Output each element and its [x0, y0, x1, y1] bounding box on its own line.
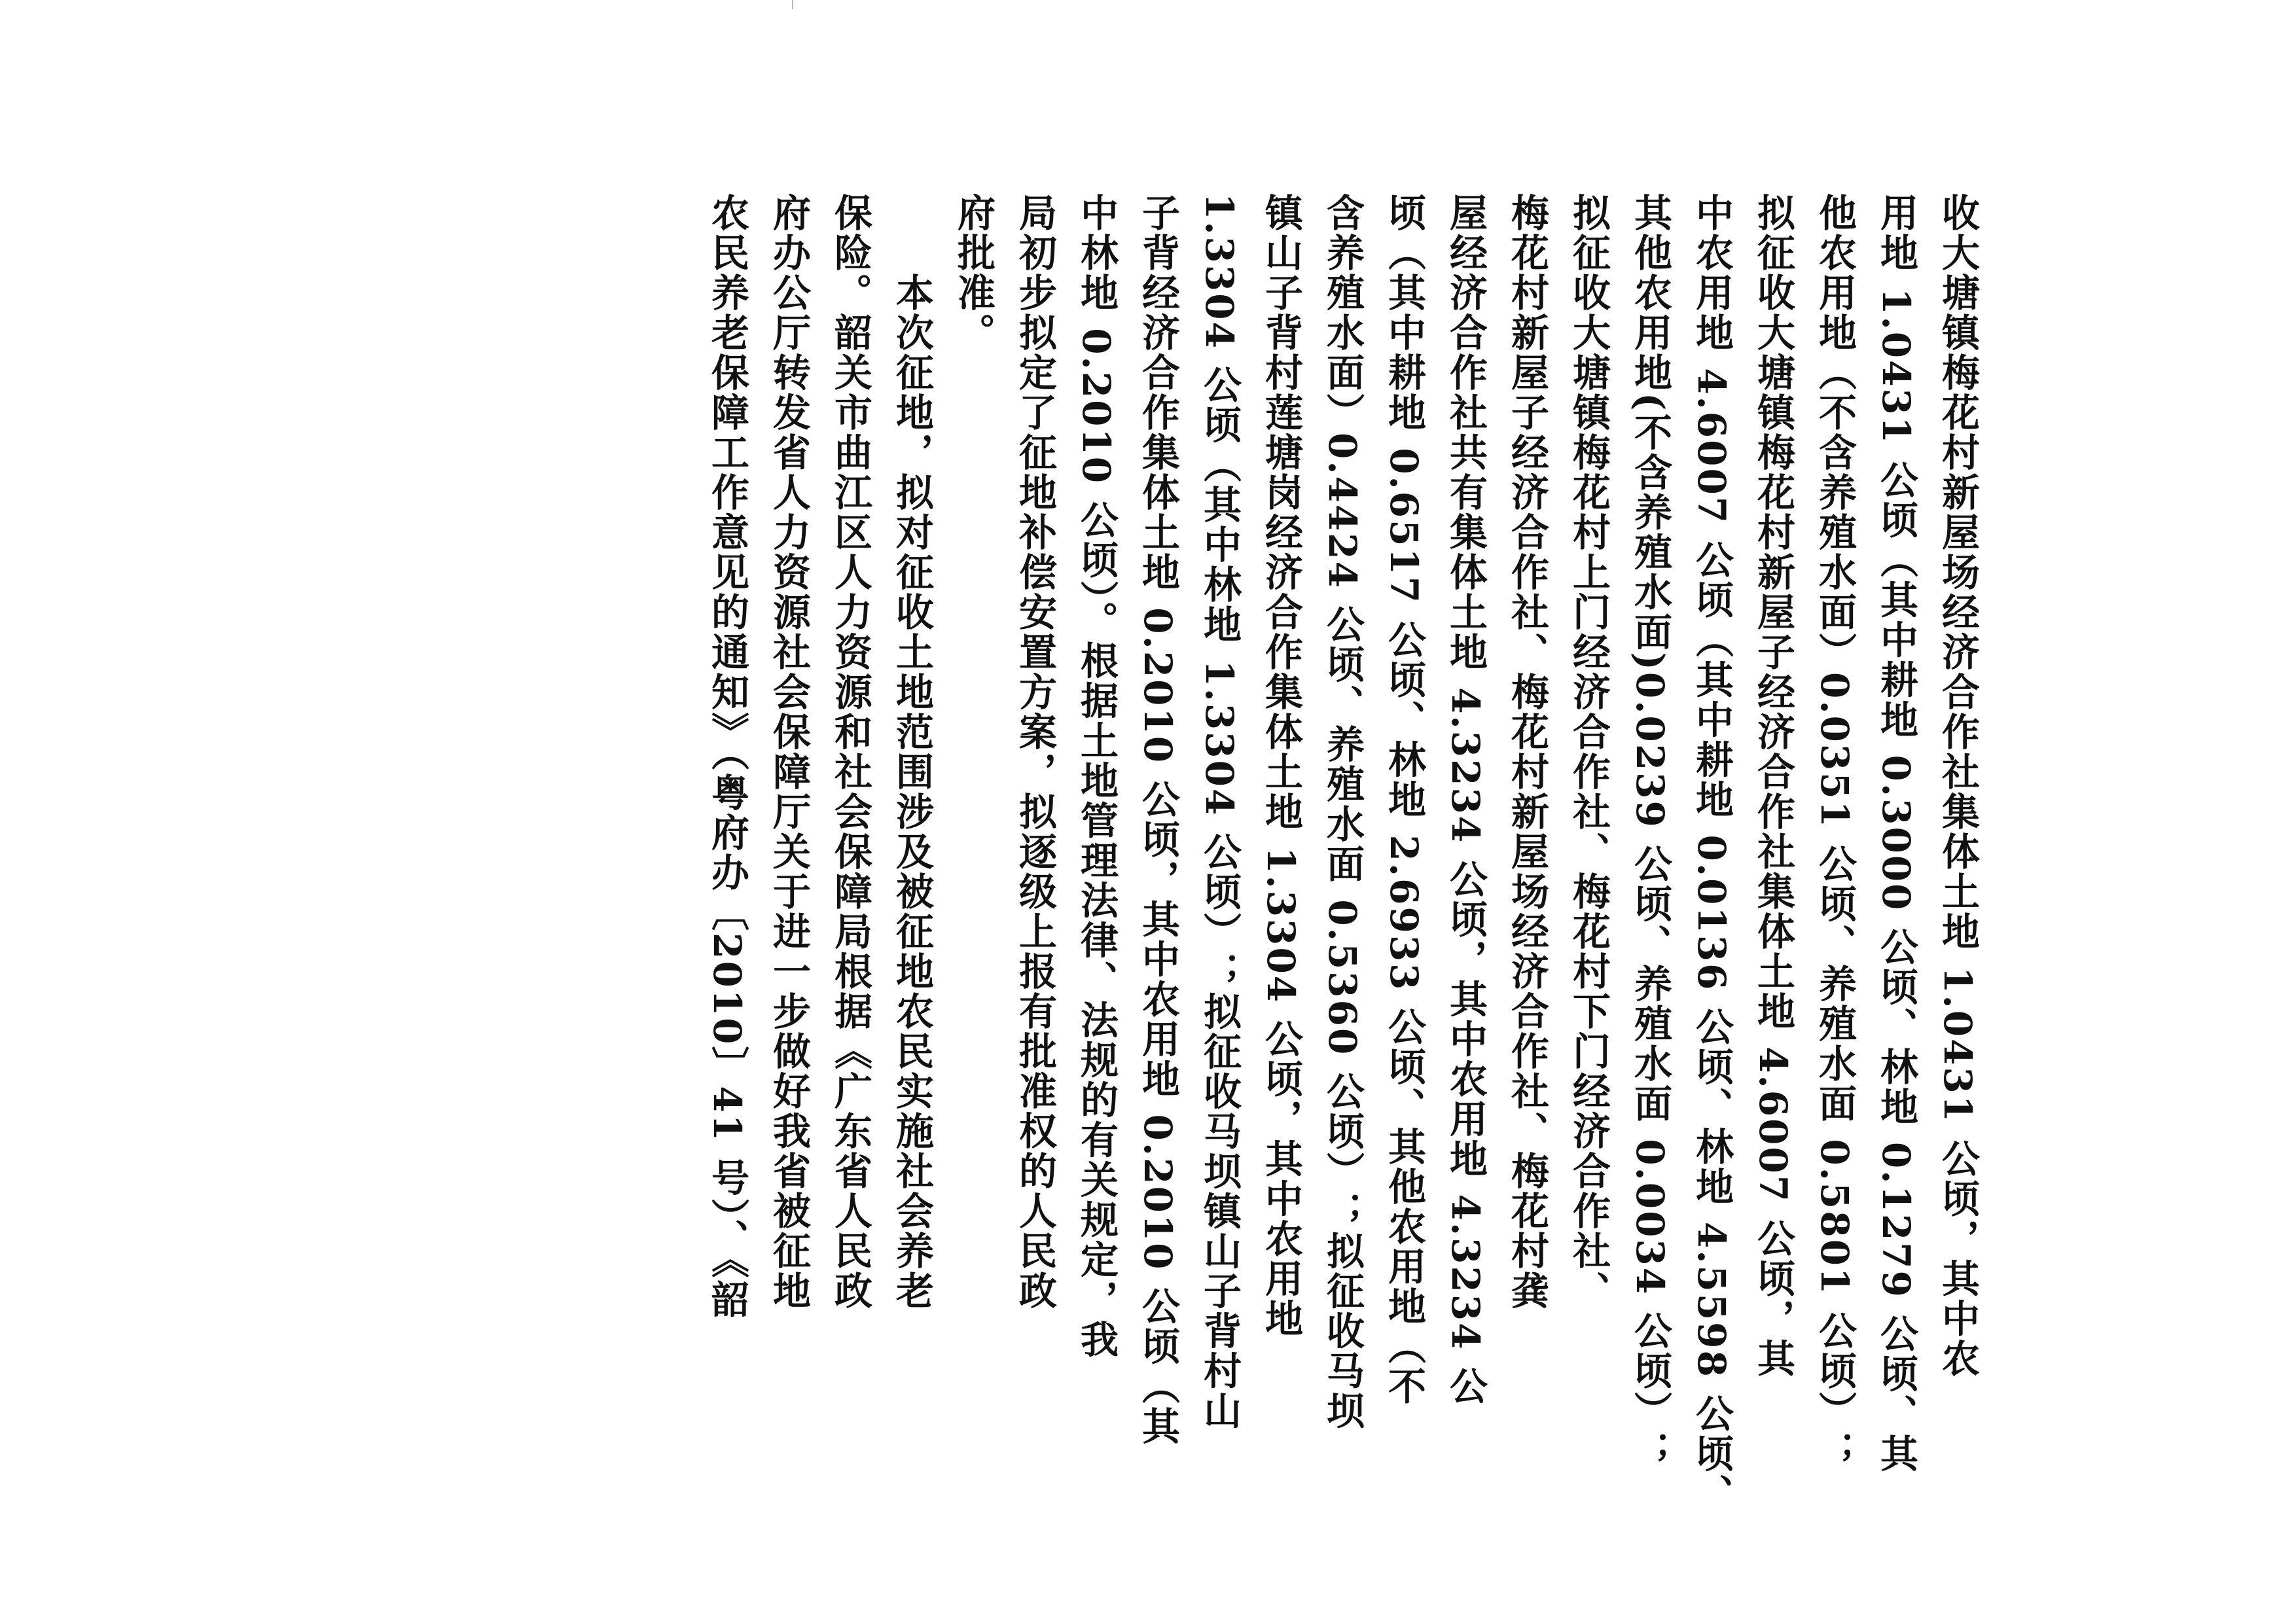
text-column: 子背经济合作集体土地 0.2010 公顷，其中农用地 0.2010 公顷（其: [1136, 193, 1180, 1446]
text-column: 拟征收大塘镇梅花村新屋子经济合作社集体土地 4.6007 公顷，其: [1751, 193, 1795, 1379]
text-column: 府批准。: [951, 193, 996, 353]
text-column: 含养殖水面）0.4424 公顷、养殖水面 0.5360 公顷）；拟征收马坝: [1320, 193, 1365, 1431]
paragraph-2-column: 本次征地，拟对征收土地范围涉及被征地农民实施社会养老: [889, 193, 934, 1311]
text-column: 他农用地（不含养殖水面）0.0351 公顷、养殖水面 0.5801 公顷）；: [1812, 193, 1857, 1471]
text-column: 镇山子背村莲塘岗经济合作集体土地 1.3304 公顷，其中农用地: [1259, 193, 1303, 1339]
text-column: 收大塘镇梅花村新屋场经济合作社集体土地 1.0431 公顷，其中农: [1935, 193, 1980, 1379]
text-column: 其他农用地(不含养殖水面)0.0239 公顷、养殖水面 0.0034 公顷）；: [1628, 193, 1672, 1471]
paragraph-2-column: 农民养老保障工作意见的通知》（粤府办〔2010〕41 号）、《韶: [705, 193, 749, 1320]
text-column: 拟征收大塘镇梅花村上门经济合作社、梅花村下门经济合作社、: [1566, 193, 1611, 1311]
paragraph-2-column: 府办公厅转发省人力资源社会保障厅关于进一步做好我省被征地: [766, 193, 811, 1311]
text-column: 中农用地 4.6007 公顷（其中耕地 0.0136 公顷、林地 4.5598 公顷、: [1689, 193, 1734, 1514]
text-column: 局初步拟定了征地补偿安置方案，拟逐级上报有批准权的人民政: [1013, 193, 1057, 1311]
document-body: [696, 193, 1988, 1514]
text-column: 中林地 0.2010 公顷）。根据土地管理法律、法规的有关规定，我: [1074, 193, 1119, 1360]
text-column: 1.3304 公顷（其中林地 1.3304 公顷）；拟征收马坝镇山子背村山: [1197, 193, 1242, 1431]
scan-edge-mark: [792, 0, 793, 9]
paragraph-2-column: 保险。韶关市曲江区人力资源和社会保障局根据《广东省人民政: [828, 193, 872, 1311]
text-column: 梅花村新屋子经济合作社、梅花村新屋场经济合作社、梅花村龚: [1505, 193, 1549, 1311]
text-column: 顷（其中耕地 0.6517 公顷、林地 2.6933 公顷、其他农用地（不: [1382, 193, 1426, 1406]
text-column: 屋经济合作社共有集体土地 4.3234 公顷，其中农用地 4.3234 公: [1443, 193, 1488, 1406]
text-column: 用地 1.0431 公顷（其中耕地 0.3000 公顷、林地 0.1279 公顷、其: [1874, 193, 1918, 1474]
